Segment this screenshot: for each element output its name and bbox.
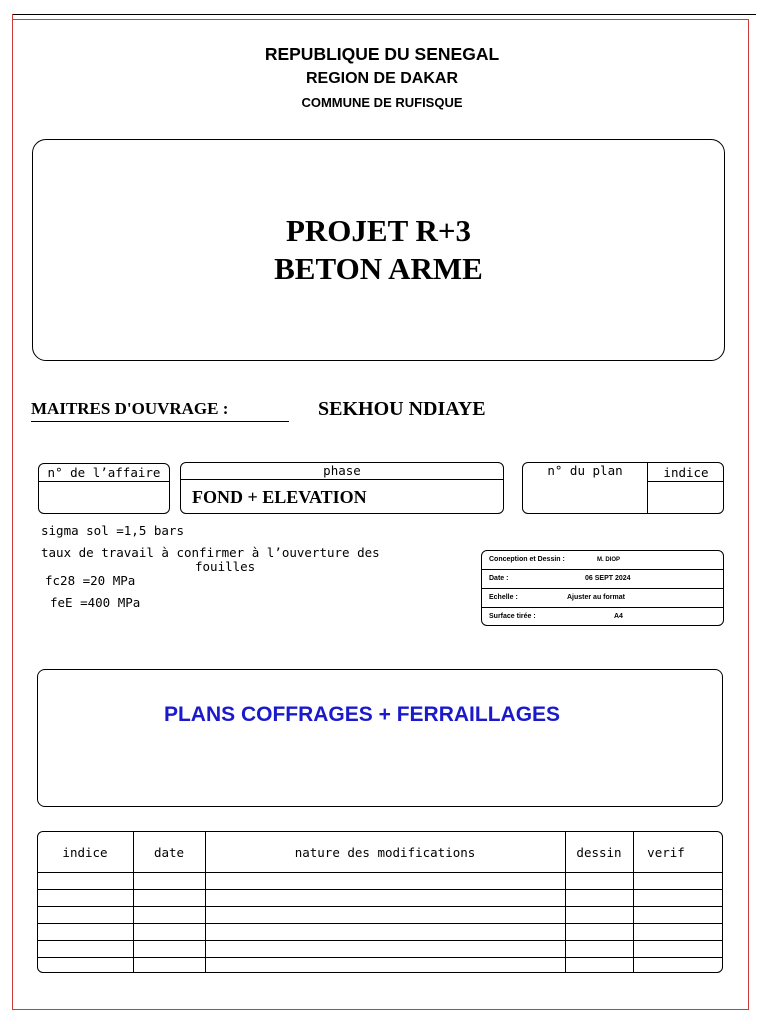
plan-horizontal-divider — [647, 481, 724, 482]
plan-indice-label: indice — [663, 465, 709, 480]
info-surface-value: A4 — [614, 613, 623, 620]
info-conception-label: Conception et Dessin : — [489, 556, 565, 563]
plans-box — [37, 669, 723, 807]
owner-name: SEKHOU NDIAYE — [318, 398, 486, 420]
modifications-header-verif: verif — [647, 845, 685, 860]
info-date-label: Date : — [489, 575, 509, 582]
owner-label-underline — [31, 421, 289, 422]
modifications-row-divider — [37, 872, 723, 873]
project-title-line1: PROJET R+3 — [285, 213, 472, 248]
modifications-row-divider — [37, 889, 723, 890]
plans-title: PLANS COFFRAGES + FERRAILLAGES — [163, 703, 561, 726]
project-title-box — [32, 139, 725, 361]
info-conception-value: M. DIOP — [597, 557, 621, 563]
info-surface-label: Surface tirée : — [489, 613, 536, 620]
project-title-line2: BETON ARME — [274, 251, 483, 286]
modifications-row-divider — [37, 906, 723, 907]
affaire-label: n° de l’affaire — [47, 465, 161, 480]
note-sigma-sol: sigma sol =1,5 bars — [41, 523, 184, 538]
affaire-divider — [38, 481, 170, 482]
info-row-divider — [481, 607, 724, 608]
header-commune: COMMUNE DE RUFISQUE — [301, 95, 463, 110]
info-row-divider — [481, 588, 724, 589]
modifications-row-divider — [37, 923, 723, 924]
phase-divider — [180, 479, 504, 480]
page-frame-right — [748, 19, 749, 1009]
page-frame-left — [12, 14, 13, 1010]
info-row-divider — [481, 569, 724, 570]
info-echelle-value: Ajuster au format — [567, 594, 625, 601]
page-frame-top — [12, 14, 756, 15]
note-taux-travail-cont: fouilles — [195, 559, 256, 574]
phase-label: phase — [323, 463, 361, 478]
owner-label: MAITRES D'OUVRAGE : — [31, 399, 229, 418]
modifications-header-date: date — [153, 845, 185, 860]
page-frame-bottom — [12, 1009, 749, 1010]
header-republic: REPUBLIQUE DU SENEGAL — [264, 44, 500, 64]
modifications-header-dessin: dessin — [576, 845, 622, 860]
phase-value: FOND + ELEVATION — [192, 487, 367, 507]
plan-number-label: n° du plan — [547, 463, 623, 478]
note-taux-travail: taux de travail à confirmer à l’ouverture des — [41, 545, 380, 560]
modifications-header-indice: indice — [62, 845, 108, 860]
header-region: REGION DE DAKAR — [305, 70, 458, 87]
modifications-row-divider — [37, 940, 723, 941]
info-date-value: 06 SEPT 2024 — [585, 575, 631, 582]
note-fc28: fc28 =20 MPa — [45, 573, 136, 588]
info-echelle-label: Echelle : — [489, 594, 518, 601]
page-frame-top-red — [12, 19, 748, 20]
modifications-header-nature: nature des modifications — [294, 845, 476, 860]
modifications-row-divider — [37, 957, 723, 958]
note-fee: feE =400 MPa — [50, 595, 141, 610]
